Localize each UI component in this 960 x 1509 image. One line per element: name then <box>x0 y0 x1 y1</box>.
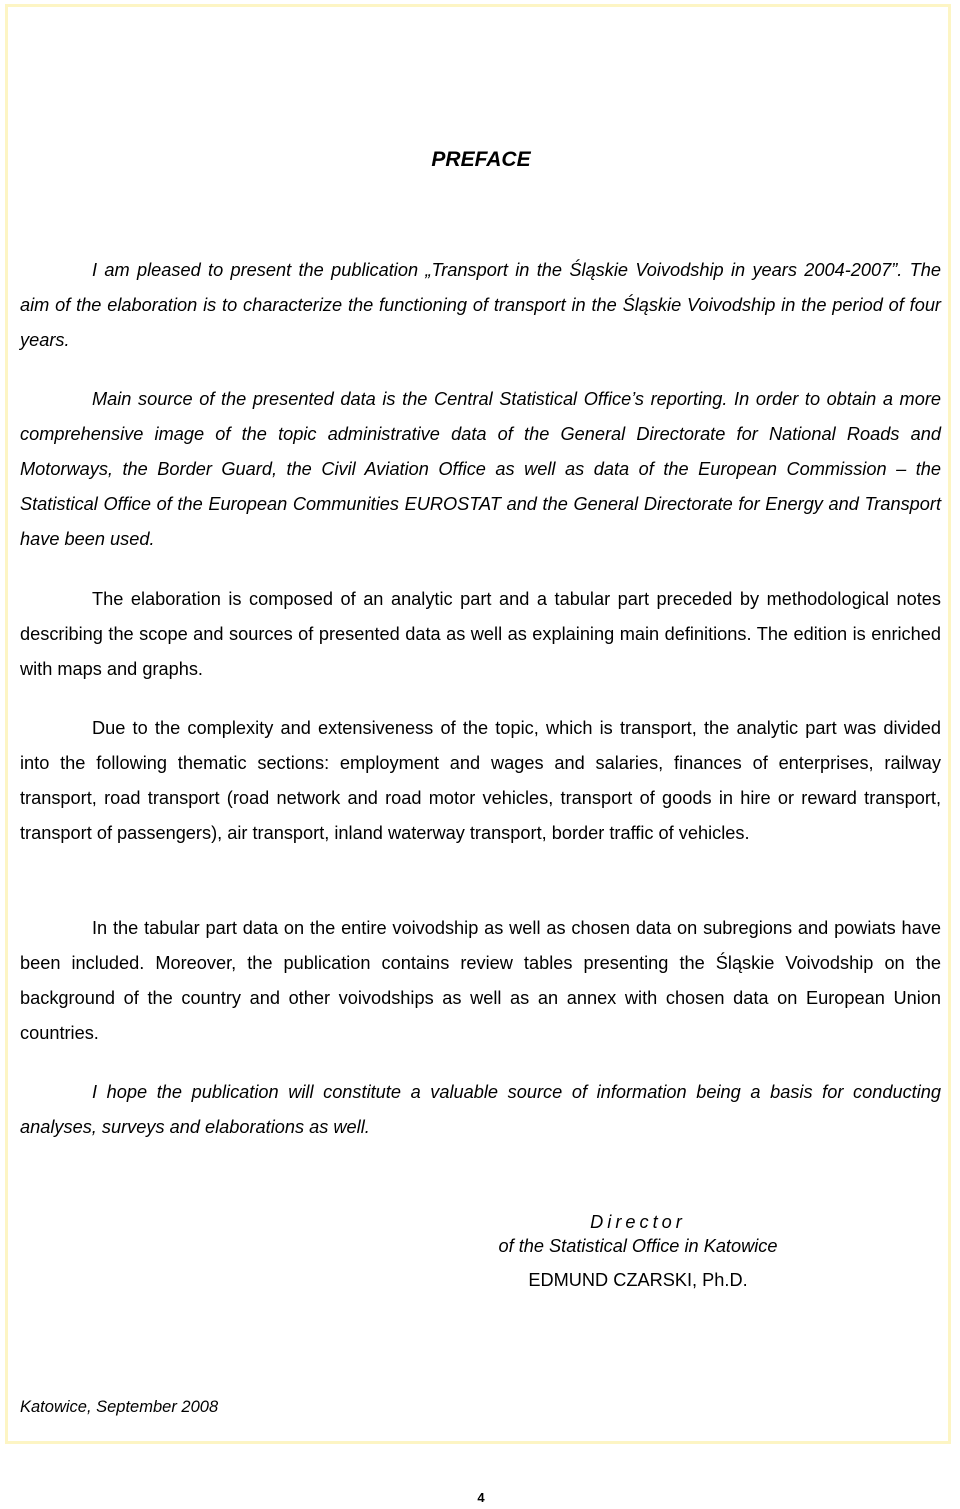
paragraph-intro <box>20 253 941 358</box>
paragraph-tabular-part <box>20 911 941 1051</box>
page-number: 4 <box>477 1490 485 1505</box>
paragraph-closing <box>20 1075 941 1145</box>
signature-role: Director <box>590 1212 686 1232</box>
paragraph-sections <box>20 711 941 851</box>
paragraph-sections-text: Due to the complexity and extensiveness of the topic, which is transport, the analytic part was divided into the following thematic sections: employment and wages and salaries, finances of enterprises, railway transport, road transport (road network and road motor vehicles, transport of goods in hire or reward transport, transport of passengers), air transport, inland waterway transport, border traffic of vehicles. <box>20 718 941 843</box>
paragraph-composition <box>20 582 941 687</box>
signature-office: of the Statistical Office in Katowice <box>498 1236 778 1256</box>
paragraph-composition-text: The elaboration is composed of an analytic part and a tabular part preceded by methodological notes describing the scope and sources of presented data as well as explaining main definitions. The edition is enriched with maps and graphs. <box>20 589 941 679</box>
paragraph-closing-text: I hope the publication will constitute a valuable source of information being a basis for conducting analyses, surveys and elaborations as well. <box>20 1082 941 1137</box>
signature-name: EDMUND CZARSKI, Ph.D. <box>528 1270 748 1290</box>
paragraph-intro-text: I am pleased to present the publication „Transport in the Śląskie Voivodship in years 2004-2007”. The aim of the elaboration is to characterize the functioning of transport in the Śląskie Voivodship in the period of four years. <box>20 260 941 350</box>
paragraph-tabular-part-text: In the tabular part data on the entire voivodship as well as chosen data on subregions and powiats have been included. Moreover, the publication contains review tables presenting the Śląskie Voivodship on the background of the country and other voivodships as well as an annex with chosen data on European Union countries. <box>20 918 941 1043</box>
page-title: PREFACE <box>431 148 531 171</box>
paragraph-data-sources-text: Main source of the presented data is the Central Statistical Office’s reporting. In order to obtain a more comprehensive image of the topic administrative data of the General Directorate for National Roads and Motorways, the Border Guard, the Civil Aviation Office as well as data of the European Commission – the Statistical Office of the European Communities EUROSTAT and the General Directorate for Energy and Transport have been used. <box>20 389 941 549</box>
place-and-date: Katowice, September 2008 <box>20 1398 219 1416</box>
paragraph-data-sources <box>20 382 941 557</box>
